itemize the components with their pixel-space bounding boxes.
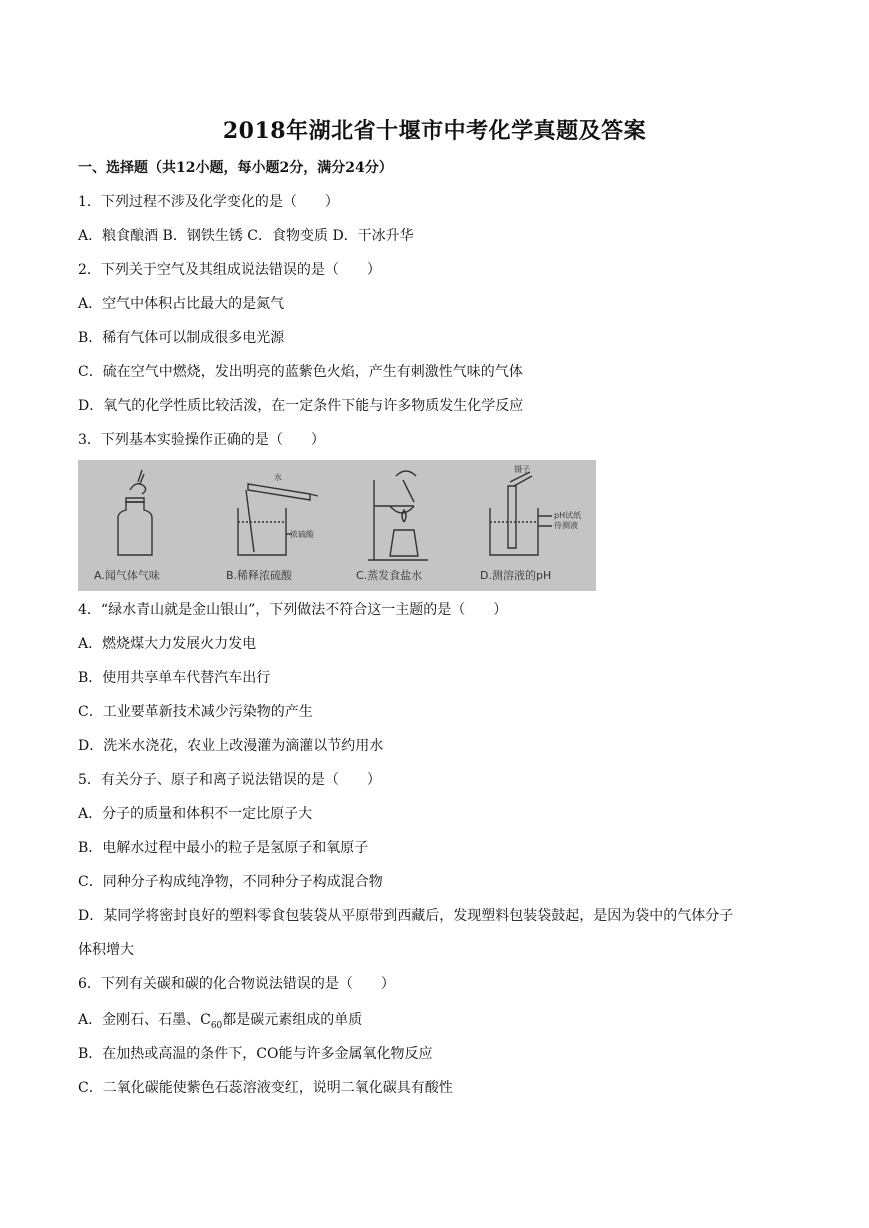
figure-caption-b: B.稀释浓硫酸	[226, 569, 293, 582]
document-title: 2018年湖北省十堰市中考化学真题及答案	[222, 118, 647, 144]
question-4-stem: 4．“绿水青山就是金山银山”，下列做法不符合这一主题的是（ ）	[78, 602, 508, 618]
question-4-option-c: C．工业要革新技术减少污染物的产生	[78, 704, 313, 720]
evaporating-dish-stand-icon	[368, 471, 428, 560]
beaker-dilution-icon	[238, 484, 318, 555]
question-2-option-c: C．硫在空气中燃烧，发出明亮的蓝紫色火焰，产生有刺激性气味的气体	[78, 364, 523, 380]
question-1-options: A．粮食酿酒 B．钢铁生锈 C．食物变质 D．干冰升华	[78, 228, 414, 244]
question-6-option-c: C．二氧化碳能使紫色石蕊溶液变红，说明二氧化碳具有酸性	[78, 1080, 453, 1096]
figure-caption-a: A.闻气体气味	[94, 569, 160, 582]
label-ph-paper: pH试纸	[554, 511, 582, 520]
question-6-stem: 6．下列有关碳和碳的化合物说法错误的是（ ）	[78, 976, 395, 992]
question-3-stem: 3．下列基本实验操作正确的是（ ）	[78, 432, 325, 448]
question-5-option-d-line1: D．某同学将密封良好的塑料零食包装袋从平原带到西藏后，发现塑料包装袋鼓起，是因为袋中的气体分子	[78, 908, 734, 924]
figure-caption-c: C.蒸发食盐水	[356, 569, 423, 582]
question-5-option-c: C．同种分子构成纯净物，不同种分子构成混合物	[78, 874, 383, 890]
c60-subscript: 60	[210, 1020, 223, 1031]
label-tweezers: 镊子	[514, 465, 530, 474]
question-1-stem: 1．下列过程不涉及化学变化的是（ ）	[78, 194, 339, 210]
gas-bottle-icon	[118, 470, 152, 555]
question-6-option-b: B．在加热或高温的条件下，CO能与许多金属氧化物反应	[78, 1046, 433, 1062]
question-2-option-a: A．空气中体积占比最大的是氮气	[78, 296, 285, 312]
section-heading: 一、选择题（共12小题，每小题2分，满分24分）	[78, 160, 393, 176]
question-5-stem: 5．有关分子、原子和离子说法错误的是（ ）	[78, 772, 381, 788]
question-5-option-b: B．电解水过程中最小的粒子是氢原子和氧原子	[78, 840, 369, 856]
question-5-option-a: A．分子的质量和体积不一定比原子大	[78, 806, 313, 822]
ph-test-beaker-icon	[490, 472, 552, 555]
question-5-option-d-line2: 体积增大	[78, 942, 134, 958]
question-4-option-d: D．洗米水浇花，农业上改漫灌为滴灌以节约用水	[78, 738, 384, 754]
lab-operations-figure	[78, 460, 596, 591]
question-2-option-d: D．氧气的化学性质比较活泼，在一定条件下能与许多物质发生化学反应	[78, 398, 524, 414]
question-2-stem: 2．下列关于空气及其组成说法错误的是（ ）	[78, 262, 381, 278]
label-concentrated-acid: 浓硫酸	[290, 530, 314, 539]
question-6-option-a	[78, 1010, 362, 1036]
question-2-option-b: B．稀有气体可以制成很多电光源	[78, 330, 285, 346]
figure-caption-d: D.测溶液的pH	[480, 569, 552, 582]
question-4-option-b: B．使用共享单车代替汽车出行	[78, 670, 271, 686]
question-4-option-a: A．燃烧煤大力发展火力发电	[78, 636, 257, 652]
option-a-text: A．金刚石、石墨、C	[78, 1012, 211, 1028]
label-water: 水	[274, 473, 282, 482]
label-test-solution: 待测液	[554, 521, 578, 530]
option-a-text-rest: 都是碳元素组成的单质	[222, 1012, 363, 1028]
